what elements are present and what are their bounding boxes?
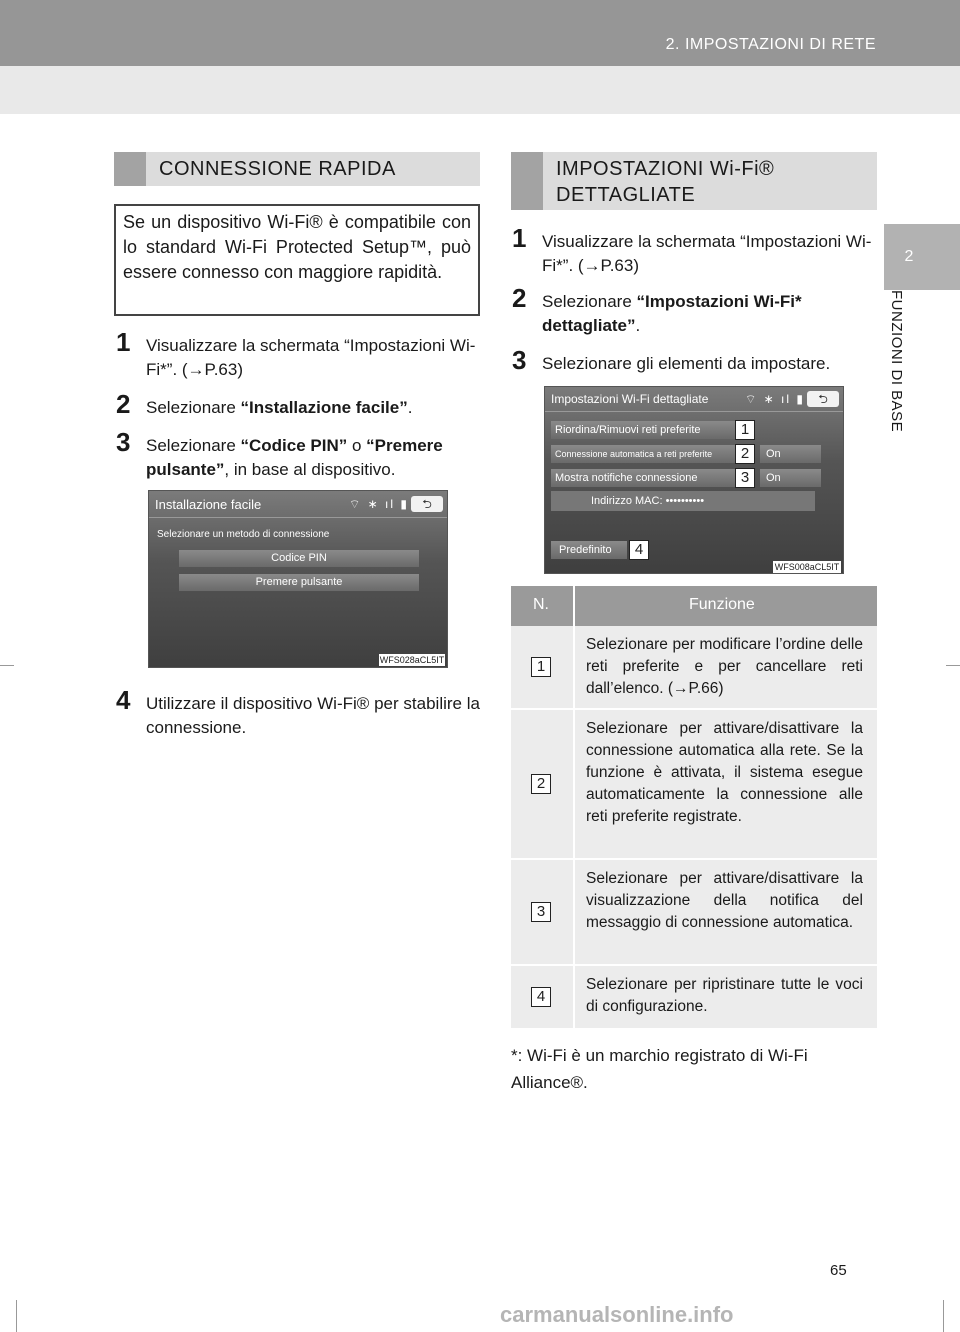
- status-icons: ⌔ ∗ ıl ▮: [349, 497, 409, 511]
- mac-address: Indirizzo MAC: ••••••••••: [551, 491, 815, 511]
- codice-pin-button[interactable]: Codice PIN: [179, 550, 419, 567]
- header-band: [0, 66, 960, 114]
- left-step-4: 4 Utilizzare il dispositivo Wi-Fi® per stabilire la connessione.: [116, 685, 480, 737]
- callout-1: 1: [735, 420, 755, 440]
- screen-title: Impostazioni Wi-Fi dettagliate: [551, 392, 709, 406]
- page-number: 65: [830, 1262, 847, 1279]
- mostra-notifiche-toggle[interactable]: Mostra notifiche connessione: [551, 469, 735, 487]
- screen-subtitle: Selezionare un metodo di connessione: [157, 529, 330, 540]
- chapter-label: FUNZIONI DI BASE: [888, 290, 905, 433]
- section-heading-impostazioni-wifi: IMPOSTAZIONI Wi-Fi® DETTAGLIATE: [511, 152, 877, 210]
- status-icons: ⌔ ∗ ıl ▮: [745, 392, 805, 406]
- callout-2: 2: [735, 444, 755, 464]
- table-row: 4 Selezionare per ripristinare tutte le voci di configurazione.: [511, 966, 877, 1028]
- page-header: [0, 0, 960, 66]
- table-header: N. Funzione: [511, 586, 877, 626]
- screen-title: Installazione facile: [155, 497, 262, 512]
- premere-pulsante-button[interactable]: Premere pulsante: [179, 574, 419, 591]
- chapter-number: 2: [904, 248, 914, 265]
- connessione-automatica-toggle[interactable]: Connessione automatica a reti preferite: [551, 445, 735, 463]
- riordina-reti-button[interactable]: Riordina/Rimuovi reti preferite: [551, 421, 735, 439]
- table-row: 3 Selezionare per attivare/disattivare la visualizzazione della notifica del messaggio di connessione automatica.: [511, 860, 877, 966]
- left-step-1: 1 Visualizzare la schermata “Impostazioni Wi-Fi*”. (→P.63): [116, 327, 476, 379]
- intro-note: Se un dispositivo Wi-Fi® è compatibile con lo standard Wi-Fi Protected Setup™, può essere connesso con maggiore rapidità.: [114, 204, 480, 316]
- mostra-notifiche-value[interactable]: On: [760, 469, 821, 487]
- right-step-2: 2 Selezionare “Impostazioni Wi-Fi* dettagliate”.: [512, 283, 802, 335]
- figure-code: WFS008aCL5IT: [774, 562, 840, 572]
- table-row: 2 Selezionare per attivare/disattivare la connessione automatica alla rete. Se la funzione è attivata, il sistema esegue automaticamente la connessione alle reti preferite registrate.: [511, 710, 877, 860]
- callout-3: 3: [735, 468, 755, 488]
- callout-4: 4: [629, 540, 649, 560]
- back-icon[interactable]: ⮌: [807, 391, 839, 407]
- back-icon[interactable]: ⮌: [411, 496, 443, 512]
- predefinito-button[interactable]: Predefinito: [551, 541, 627, 559]
- left-step-2: 2 Selezionare “Installazione facile”.: [116, 389, 413, 419]
- screenshot-impostazioni-wifi-dettagliate: [544, 386, 844, 574]
- table-row: 1 Selezionare per modificare l’ordine delle reti preferite e per cancellare reti dall’elenco. (→P.66): [511, 626, 877, 710]
- figure-code: WFS028aCL5IT: [379, 655, 445, 665]
- right-step-1: 1 Visualizzare la schermata “Impostazioni Wi-Fi*”. (→P.63): [512, 223, 872, 275]
- screenshot-installazione-facile: [148, 490, 448, 668]
- footnote: *: Wi-Fi è un marchio registrato di Wi-Fi Alliance®.: [511, 1046, 808, 1092]
- watermark: carmanualsonline.info: [500, 1302, 734, 1327]
- left-step-3: 3 Selezionare “Codice PIN” o “Premere pulsante”, in base al dispositivo.: [116, 427, 443, 479]
- right-step-3: 3 Selezionare gli elementi da impostare.: [512, 345, 831, 375]
- section-title: 2. IMPOSTAZIONI DI RETE: [665, 36, 876, 53]
- connessione-automatica-value[interactable]: On: [760, 445, 821, 463]
- section-heading-connessione-rapida: CONNESSIONE RAPIDA: [114, 152, 480, 186]
